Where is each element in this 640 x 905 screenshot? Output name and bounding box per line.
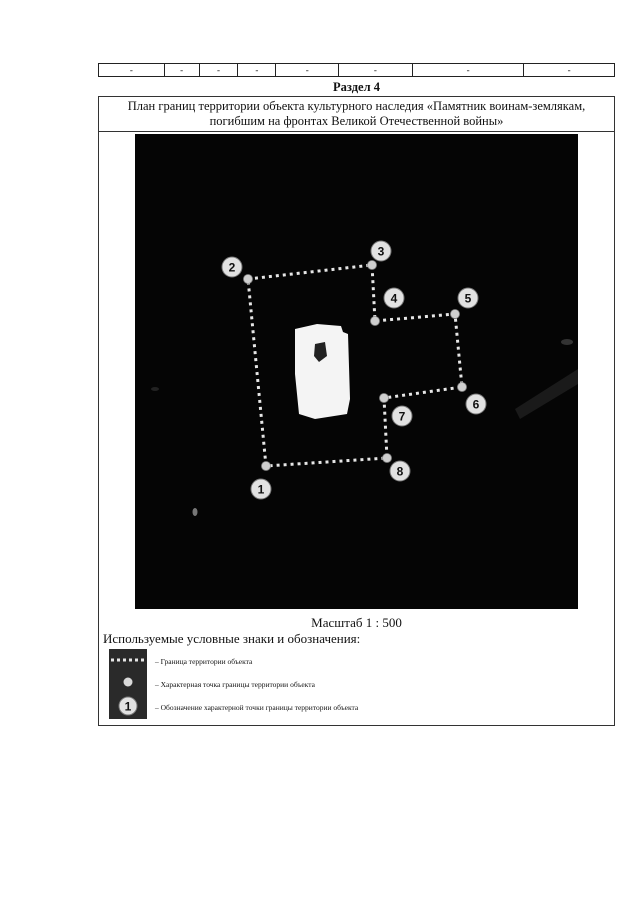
point-label: 2 bbox=[228, 260, 236, 275]
header-cell: - bbox=[200, 64, 239, 76]
boundary-point bbox=[383, 454, 392, 463]
point-marker-1 bbox=[251, 479, 271, 499]
boundary-point bbox=[380, 394, 389, 403]
header-cell: - bbox=[413, 64, 525, 76]
header-cell: - bbox=[238, 64, 276, 76]
map-drawing bbox=[135, 134, 578, 609]
boundary-point bbox=[458, 383, 467, 392]
section-title: Раздел 4 bbox=[333, 80, 380, 94]
map-background bbox=[135, 134, 578, 609]
boundary-point bbox=[262, 462, 271, 471]
legend-item-point: – Характерная точка границы территории объекта bbox=[155, 680, 315, 689]
plan-title bbox=[99, 97, 614, 132]
point-marker-6 bbox=[466, 394, 486, 414]
point-marker-5 bbox=[458, 288, 478, 308]
legend-point-symbol bbox=[124, 678, 133, 687]
legend-heading: Используемые условные знаки и обозначения: bbox=[103, 631, 361, 646]
map-scale: Масштаб 1 : 500 bbox=[311, 615, 402, 630]
header-cell: - bbox=[567, 64, 571, 75]
point-label: 5 bbox=[464, 291, 472, 306]
header-cell: - bbox=[276, 64, 339, 76]
map-speck bbox=[151, 387, 159, 391]
legend-marker-label: 1 bbox=[124, 699, 132, 714]
point-label: 6 bbox=[472, 397, 480, 412]
boundary-point bbox=[244, 275, 253, 284]
map-speck bbox=[561, 339, 573, 345]
point-marker-2 bbox=[222, 257, 242, 277]
point-label: 3 bbox=[377, 244, 385, 259]
boundary-point bbox=[371, 317, 380, 326]
point-label: 1 bbox=[257, 482, 265, 497]
point-marker-4 bbox=[384, 288, 404, 308]
legend-item-boundary: – Граница территории объекта bbox=[155, 657, 253, 666]
point-label: 8 bbox=[396, 464, 404, 479]
legend-item-marker: – Обозначение характерной точки границы территории объекта bbox=[155, 703, 359, 712]
legend-symbols-drawing bbox=[109, 649, 147, 719]
header-cell: - bbox=[99, 64, 165, 76]
point-marker-8 bbox=[390, 461, 410, 481]
boundary-point bbox=[451, 310, 460, 319]
map-speck bbox=[193, 508, 198, 516]
header-cell: - bbox=[165, 64, 200, 76]
point-label: 7 bbox=[398, 409, 406, 424]
plan-title-line-1: План границ территории объекта культурного наследия «Памятник воинам-землякам, bbox=[127, 99, 586, 113]
plan-frame bbox=[98, 96, 615, 726]
point-label: 4 bbox=[390, 291, 398, 306]
point-marker-3 bbox=[371, 241, 391, 261]
monument-building bbox=[295, 324, 350, 419]
plan-title-line-2: погибшим на фронтах Великой Отечественной войны» bbox=[209, 114, 504, 128]
boundary-point bbox=[368, 261, 377, 270]
boundary-map bbox=[135, 134, 578, 609]
header-cell: - bbox=[339, 64, 413, 76]
legend-symbols bbox=[109, 649, 147, 719]
point-marker-7 bbox=[392, 406, 412, 426]
header-table bbox=[98, 63, 615, 77]
